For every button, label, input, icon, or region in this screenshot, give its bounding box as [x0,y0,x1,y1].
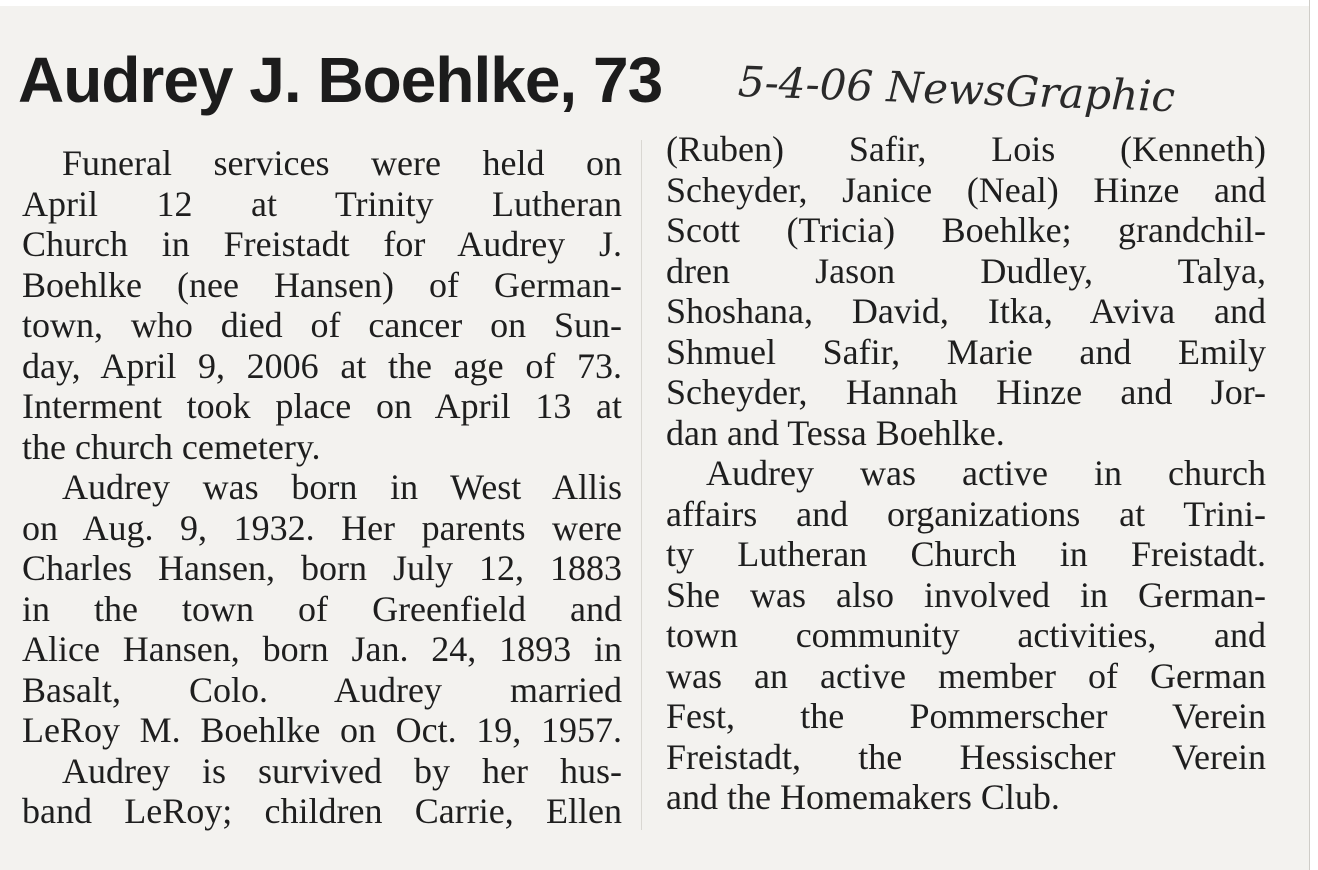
text-line: in the town of Greenfield and [22,588,622,629]
text-line: Audrey was active in church [706,453,1266,493]
text-line: Funeral services were held on [62,143,622,183]
text-line: Audrey was born in West Allis [62,467,622,507]
text-line: Interment took place on April 13 at [22,386,622,426]
text-line: Shmuel Safir, Marie and Emily [666,331,1266,372]
text-line: Scheyder, Janice (Neal) Hinze and [666,169,1266,210]
text-line: Alice Hansen, born Jan. 24, 1893 in [22,629,622,669]
text-line: the church cemetery. [22,426,321,467]
text-line: dan and Tessa Boehlke. [666,412,1005,453]
scan-edge-top [0,0,1318,6]
text-line: town, who died of cancer on Sun- [22,305,622,345]
text-line: affairs and organizations at Trini- [666,493,1266,534]
text-line: ty Lutheran Church in Freistadt. [666,534,1266,574]
text-line: dren Jason Dudley, Talya, [666,250,1266,291]
column-divider [641,140,642,830]
text-line: Audrey is survived by her hus- [62,750,622,791]
text-line: Charles Hansen, born July 12, 1883 [22,548,622,588]
scan-edge-right [1309,0,1318,870]
text-line: Freistadt, the Hessischer Verein [666,736,1266,777]
text-line: was an active member of German [666,655,1266,696]
text-line: day, April 9, 2006 at the age of 73. [22,345,622,386]
right-text-column [666,129,1266,818]
text-line: April 12 at Trinity Lutheran [22,183,622,224]
text-line: band LeRoy; children Carrie, Ellen [22,791,622,831]
text-line: She was also involved in German- [666,574,1266,615]
text-line: Boehlke (nee Hansen) of German- [22,264,622,305]
text-line: Fest, the Pommerscher Verein [666,696,1266,736]
text-line: and the Homemakers Club. [666,777,1060,817]
text-line: (Ruben) Safir, Lois (Kenneth) [666,129,1266,169]
text-line: Church in Freistadt for Audrey J. [22,224,622,264]
handwritten-date-note: 5-4-06 NewsGraphic [737,57,1176,122]
text-line: town community activities, and [666,615,1266,655]
left-text-column [22,143,622,832]
obituary-headline: Audrey J. Boehlke, 73 [18,44,663,116]
text-line: Shoshana, David, Itka, Aviva and [666,291,1266,331]
text-line: Scott (Tricia) Boehlke; grandchil- [666,210,1266,250]
text-line: Basalt, Colo. Audrey married [22,669,622,710]
text-line: on Aug. 9, 1932. Her parents were [22,507,622,548]
text-line: Scheyder, Hannah Hinze and Jor- [666,372,1266,412]
text-line: LeRoy M. Boehlke on Oct. 19, 1957. [22,710,622,750]
